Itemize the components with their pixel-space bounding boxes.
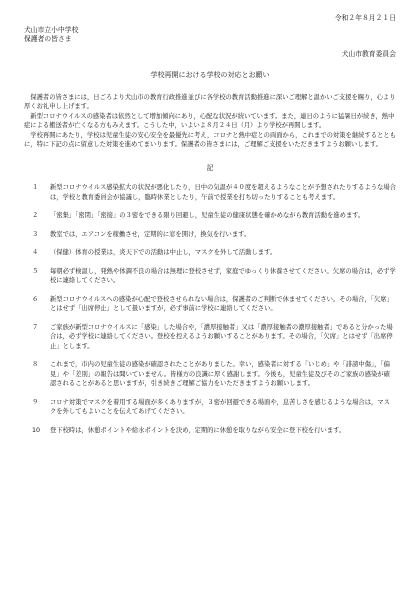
list-item (24, 267, 396, 286)
intro-paragraph-3: 学校再開にあたり，学校は児童生徒の安心安全を最優先に考え，コロナと熱中症との両面から，これまでの対策を継続するとともに，特に下記の点に留意した対策を進めてまいります。保護者の皆さまには，ご理解ご支援をいただきますようお願いします。 (24, 131, 396, 148)
list-item (24, 323, 396, 352)
item-text: 毎朝必ず検温し，発熱や体調不良の場合は無理に登校させず，家庭でゆっくり休養させてください。欠席の場合は，必ず学校に連絡してください。 (50, 267, 396, 284)
intro-paragraph-2: 新型コロナウイルスの感染者は依然として増加傾向にあり，心配な状況が続いています。また，連日のように猛暑日が続き，熱中症による搬送者が亡くなる方もみえます。こうした中，いよいよ８月２４日（月）より学校が再開します。 (24, 112, 395, 129)
item-text: 教室では，エアコンを稼働させ，定期的に窓を開け，換気を行います。 (50, 230, 251, 238)
item-number: ５ (32, 267, 39, 275)
item-number: 10 (32, 426, 41, 434)
recipient-guardians: 保護者の皆さま (24, 34, 72, 43)
item-text: ご家族が新型コロナウイルスに「感染」した場合や，「濃厚接触者」又は「濃厚接触者の濃厚接触者」であると分かった場合は，必ず学校に連絡してください。登校を控えるようお願いすることがあります。その場合，「欠席」とはせず「出席停止」とします。 (50, 323, 393, 350)
list-item (24, 426, 396, 436)
item-text: 新型コロナウイルス感染拡大の状況が悪化したり，日中の気温が４０度を超えるようなことが予想されたりするような場合は，学校と教育委員会が協議し，臨時休業としたり，午前で授業を打ち切ったりすることも考えます。 (50, 184, 396, 201)
item-number: ２ (32, 212, 39, 219)
list-item (24, 295, 396, 314)
item-number: ４ (32, 249, 39, 256)
item-number: ６ (32, 295, 39, 303)
recipient-school: 犬山市立小中学校 (24, 25, 79, 34)
list-item (24, 230, 396, 240)
item-number: ８ (32, 361, 39, 368)
list-item (24, 211, 396, 221)
item-number: ３ (32, 230, 39, 238)
item-text: 新型コロナウイルスへの感染が心配で登校させられない場合は，保護者のご判断で休ませてください。その場合，「欠席」とはせず「出席停止」として扱いますが，必ず事前に学校に連絡してください。 (50, 295, 393, 312)
list-item (24, 183, 396, 202)
item-number: ９ (32, 398, 39, 406)
ki-heading: 記 (206, 163, 214, 172)
item-text: これまで，市内の児童生徒の感染が確認されたことがありました。幸い，感染者に対する「いじめ」や「誹謗中傷」，「偏見」や「差別」の報告は聞いていません。皆様方の良識に厚く感謝します。今後も，児童生徒及びそのご家族の感染が確認されることがあると思いますが，引き続きご理解ご協力をいただきますようお願いします。 (50, 361, 390, 387)
item-number: １ (32, 184, 39, 191)
list-item (24, 360, 396, 389)
notice-title: 学校再開における学校の対応とお願い (150, 71, 270, 79)
item-text: （保健）体育の授業は，炎天下での活動は中止し，マスクを外して活動します。 (50, 249, 277, 256)
list-item (24, 248, 396, 258)
item-text: 登下校時は，休憩ポイントや給水ポイントを決め，定期的に休憩を取りながら安全に登下校を行います。 (50, 426, 346, 434)
item-number: ７ (32, 323, 39, 331)
list-item (24, 398, 396, 417)
sender: 犬山市教育委員会 (341, 49, 396, 58)
item-text: 「密集」「密閉」「密接」の３密をできる限り回避し，児童生徒の健康状態を確かめながら教育活動を進めます。 (50, 212, 365, 219)
recipients (24, 26, 396, 44)
notice-date: 令和２年８月２１日 (334, 14, 396, 22)
intro-paragraph-1: 保護者の皆さまには，日ごろより犬山市の教育行政推進並びに各学校の教育活動推進に深いご理解と温かいご支援を賜り，心より厚くお礼申し上げます。 (24, 93, 396, 110)
item-text: コロナ対策でマスクを着用する場面が多くありますが，３密が回避できる場面や，息苦しさを感じるような場合は，マスクを外してもよいことを伝えてあげてください。 (50, 398, 390, 415)
